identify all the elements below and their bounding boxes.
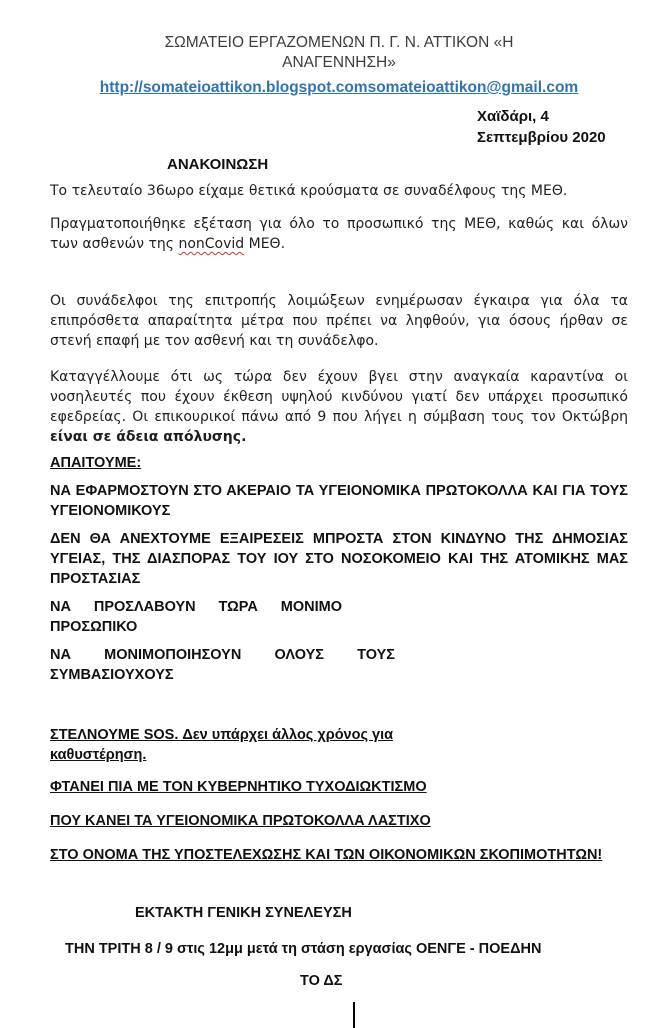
signature-board: ΤΟ ΔΣ xyxy=(300,973,343,989)
text-cursor-caret[interactable] xyxy=(353,1002,355,1028)
assembly-details: ΤΗΝ ΤΡΙΤΗ 8 / 9 στις 12μμ μετά τη στάση εργασίας ΟΕΝΓΕ - ΠΟΕΔΗΝ xyxy=(65,941,542,957)
paragraph-committee: Οι συνάδελφοι της επιτροπής λοιμώξεων ενημέρωσαν έγκαιρα για όλα τα επιπρόσθετα απαραίτητα μέτρα που πρέπει να ληφθούν, για όσους ήρθαν σε στενή επαφή με τον ασθενή και τη συνάδελφο. xyxy=(50,293,628,349)
sos-line: ΣΤΕΛΝΟΥΜΕ SOS. Δεν υπάρχει άλλος χρόνος για καθυστέρηση. xyxy=(50,727,394,763)
paragraph-denounce xyxy=(50,367,628,447)
demand-hire-permanent-staff: ΝΑ ΠΡΟΣΛΑΒΟΥΝ ΤΩΡΑ ΜΟΝΙΜΟ ΠΡΟΣΩΠΙΚΟ xyxy=(50,599,342,635)
place-date-line2: Σεπτεμβρίου 2020 xyxy=(477,129,606,146)
place-date xyxy=(477,106,628,148)
demands-heading: ΑΠΑΙΤΟΥΜΕ: xyxy=(50,455,142,471)
slogan-protocols: ΠΟΥ ΚΑΝΕΙ ΤΑ ΥΓΕΙΟΝΟΜΙΚΑ ΠΡΩΤΟΚΟΛΛΑ ΛΑΣΤΙΧΟ xyxy=(50,813,431,829)
paragraph-denounce-text: Καταγγέλλουμε ότι ως τώρα δεν έχουν βγει στην αναγκαία καραντίνα οι νοσηλευτές που έχουν έκθεση υψηλού κινδύνου γιατί δεν υπάρχει προσωπικό εφεδρείας. Οι επικουρικοί πάνω από 9 που λήγει η σύμβαση τους τον Οκτώβρη xyxy=(50,369,628,425)
demand-no-exceptions: ΔΕΝ ΘΑ ΑΝΕΧΤΟΥΜΕ ΕΞΑΙΡΕΣΕΙΣ ΜΠΡΟΣΤΑ ΣΤΟΝ ΚΙΝΔΥΝΟ ΤΗΣ ΔΗΜΟΣΙΑΣ ΥΓΕΙΑΣ, ΤΗΣ ΔΙΑΣΠΟΡΑΣ ΤΟΥ ΙΟΥ ΣΤΟ ΝΟΣΟΚΟΜΕΙΟ ΚΑΙ ΤΗΣ ΑΤΟΜΙΚΗΣ ΜΑΣ ΠΡΟΣΤΑΣΙΑΣ xyxy=(50,531,628,587)
paragraph-cases: Το τελευταίο 36ωρο είχαμε θετικά κρούσματα σε συναδέλφους της ΜΕΘ. xyxy=(50,183,568,199)
announcement-heading: ΑΝΑΚΟΙΝΩΣΗ xyxy=(167,156,269,173)
demand-protocols: ΝΑ ΕΦΑΡΜΟΣΤΟΥΝ ΣΤΟ ΑΚΕΡΑΙΟ ΤΑ ΥΓΕΙΟΝΟΜΙΚΑ ΠΡΩΤΟΚΟΛΛΑ ΚΑΙ ΓΙΑ ΤΟΥΣ ΥΓΕΙΟΝΟΜΙΚΟΥΣ xyxy=(50,483,628,519)
paragraph-testing-text: Πραγματοποιήθηκε εξέταση για όλο το προσωπικό της ΜΕΘ, καθώς και όλων των ασθενών της xyxy=(50,216,628,252)
org-title: ΣΩΜΑΤΕΙΟ ΕΡΓΑΖΟΜΕΝΩΝ Π. Γ. Ν. ΑΤΤΙΚΟΝ «Η ΑΝΑΓΕΝΝΗΣΗ» xyxy=(164,34,514,71)
paragraph-testing xyxy=(50,214,628,254)
org-website-email-link[interactable]: http://somateioattikon.blogspot.comsomateioattikon@gmail.com xyxy=(99,79,579,96)
demand-make-contractors-permanent: ΝΑ ΜΟΝΙΜΟΠΟΙΗΣΟΥΝ ΟΛΟΥΣ ΤΟΥΣ ΣΥΜΒΑΣΙΟΥΧΟΥΣ xyxy=(50,647,395,683)
place-date-line1: Χαϊδάρι, 4 xyxy=(477,108,549,125)
paragraph-testing-tail: ΜΕΘ. xyxy=(244,236,286,252)
slogan-government: ΦΤΑΝΕΙ ΠΙΑ ΜΕ ΤΟΝ ΚΥΒΕΡΝΗΤΙΚΟ ΤΥΧΟΔΙΩΚΤΙΣΜΟ xyxy=(50,779,427,795)
paragraph-denounce-bold: είναι σε άδεια απόλυσης. xyxy=(50,429,247,445)
assembly-title: ΕΚΤΑΚΤΗ ΓΕΝΙΚΗ ΣΥΝΕΛΕΥΣΗ xyxy=(135,905,352,921)
slogan-understaffing: ΣΤΟ ΟΝΟΜΑ ΤΗΣ ΥΠΟΣΤΕΛΕΧΩΣΗΣ ΚΑΙ ΤΩΝ ΟΙΚΟΝΟΜΙΚΩΝ ΣΚΟΠΙΜΟΤΗΤΩΝ! xyxy=(50,847,603,863)
misspelled-word: nonCovid xyxy=(178,236,245,252)
